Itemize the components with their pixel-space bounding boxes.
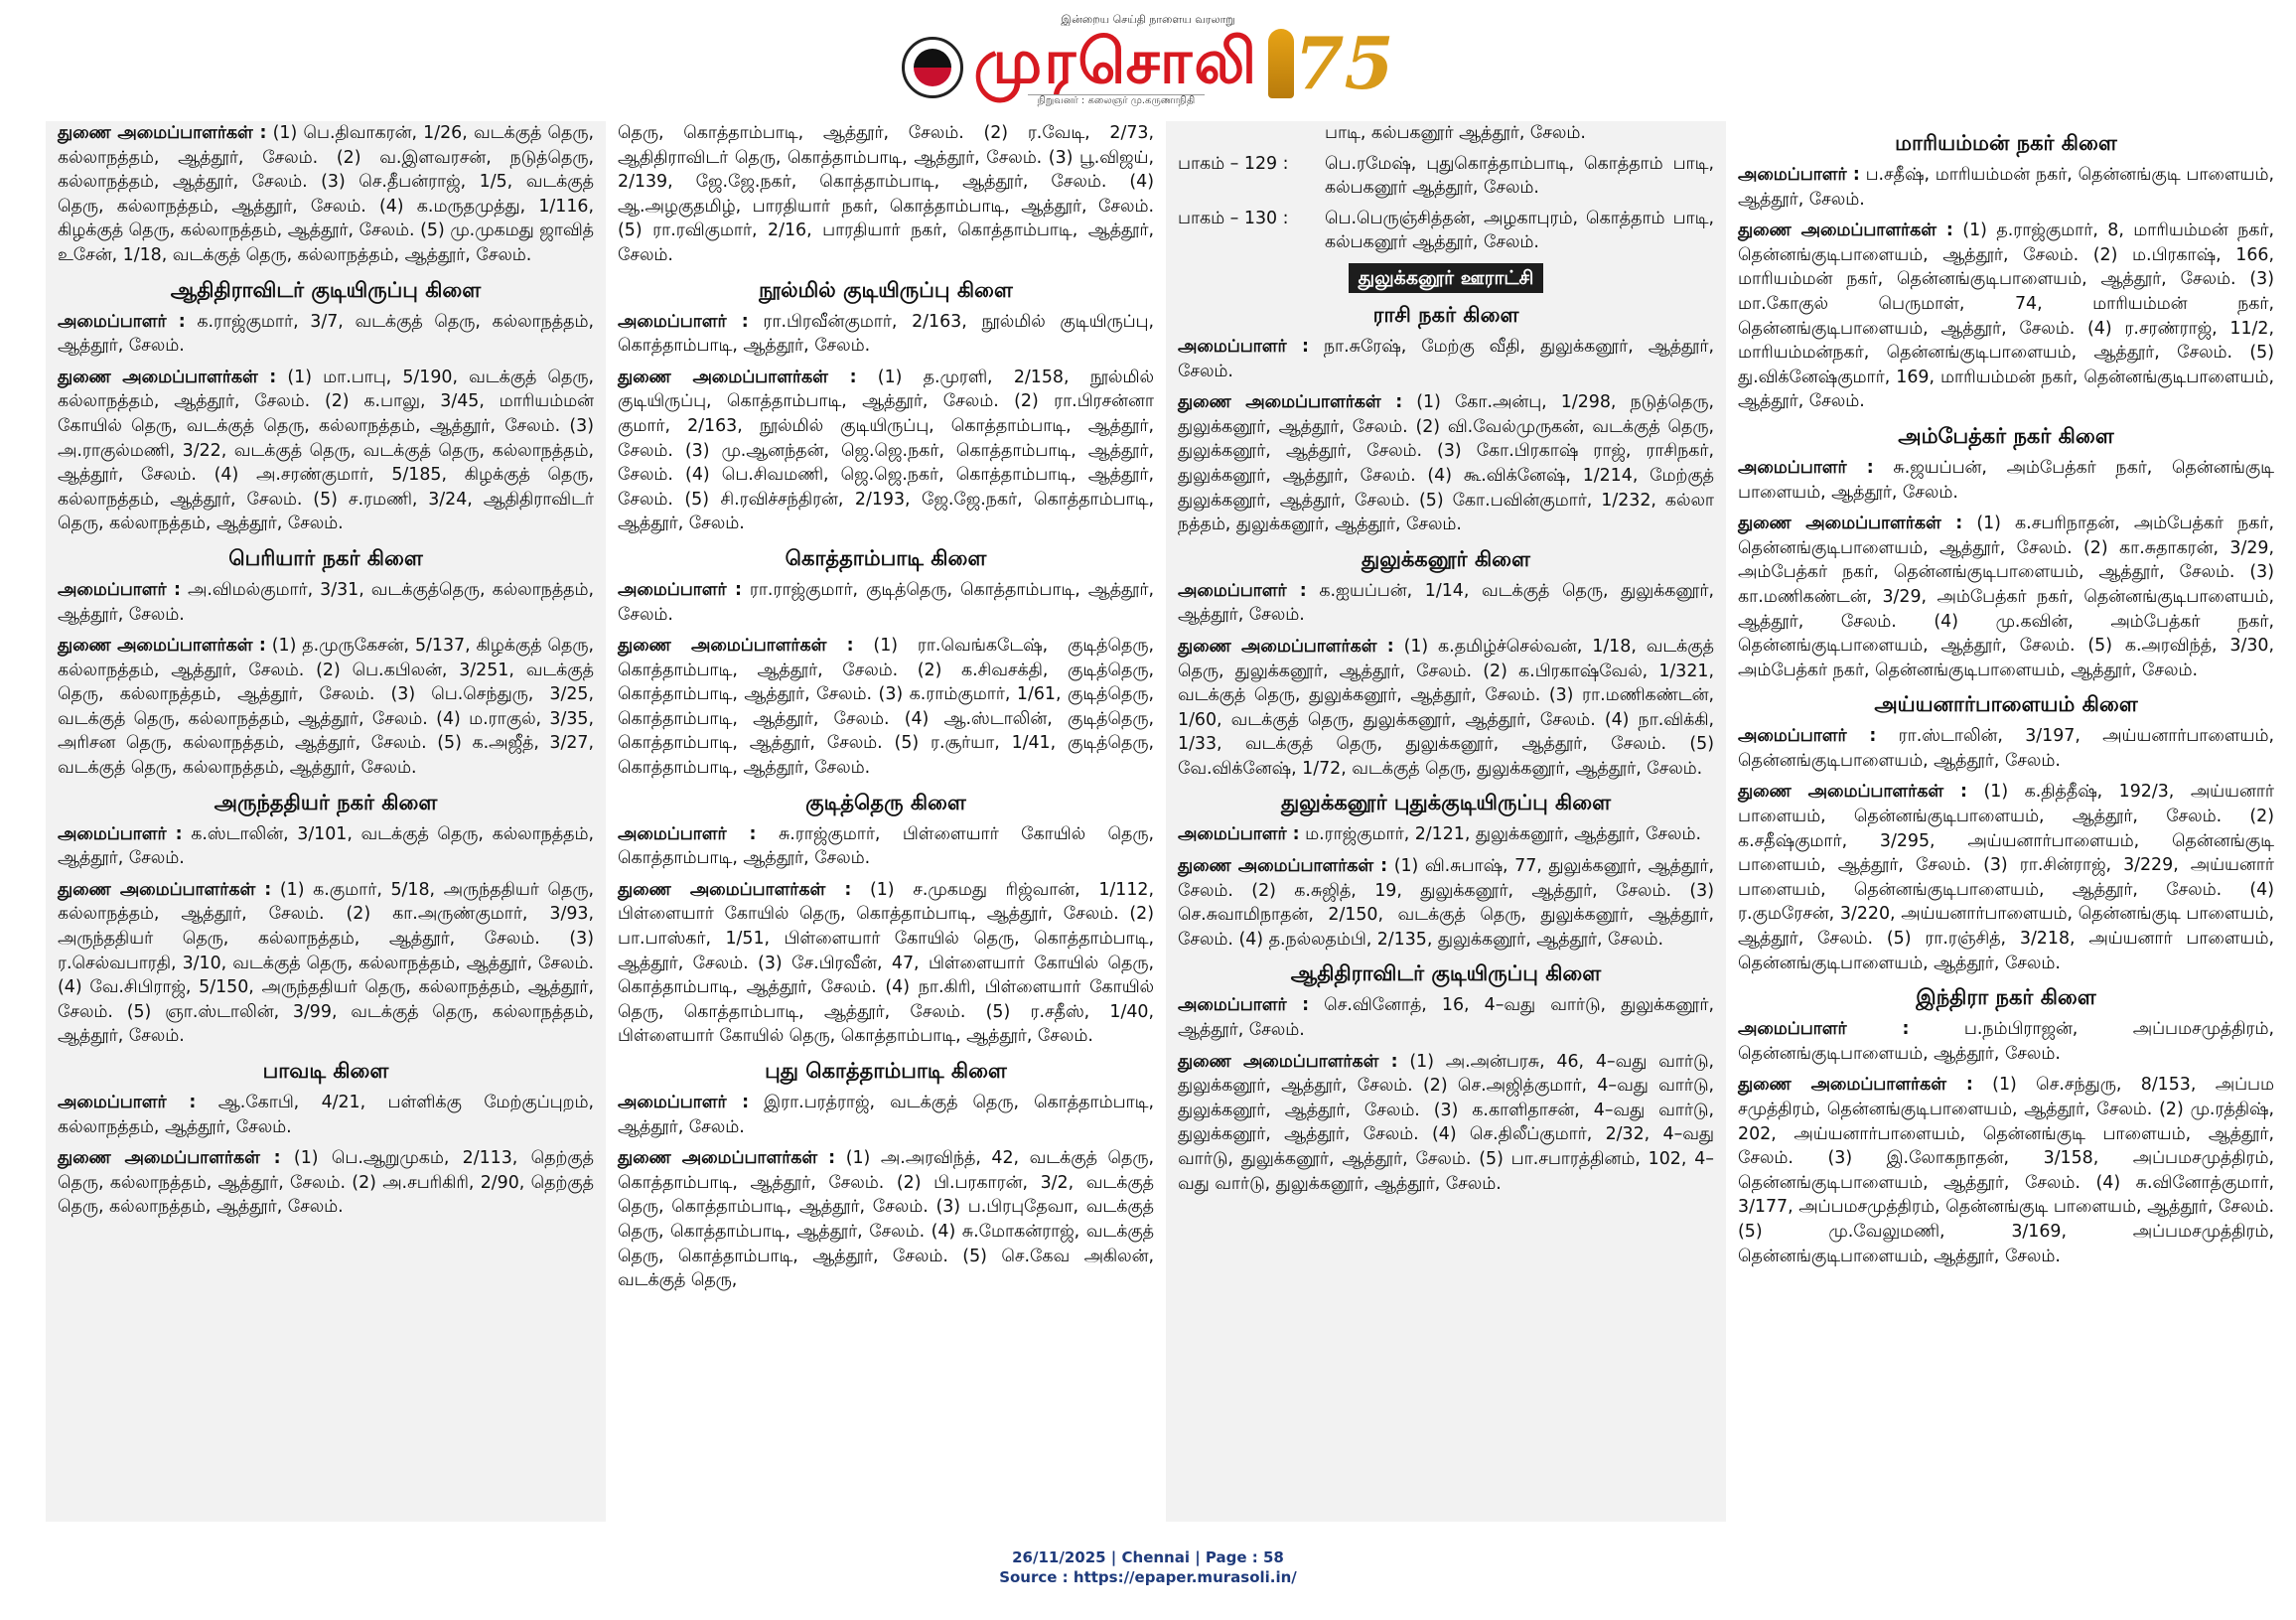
role-label: துணை அமைப்பாளர்கள் : bbox=[58, 636, 266, 657]
column-3 bbox=[1166, 121, 1726, 1522]
paragraph bbox=[58, 578, 594, 627]
branch-heading: பாவடி கிளை bbox=[262, 1059, 389, 1083]
ward-text: பாடி, கல்பகனூர் ஆத்தூர், சேலம். bbox=[1325, 123, 1586, 143]
role-label: அமைப்பாளர் : bbox=[1738, 165, 1860, 185]
branch-heading: மாரியம்மன் நகர் கிளை bbox=[1895, 131, 2117, 155]
paragraph bbox=[1738, 163, 2274, 212]
paragraph bbox=[1738, 219, 2274, 414]
paragraph-text: (1) செ.சந்துரு, 8/153, அப்பம சமுத்திரம், தென்னங்குடிபாளையம், ஆத்தூர், சேலம். (2) மு.ரத்திஷ், 202, அய்யனார்பாளையம், தென்னங்குடி பாளையம், ஆத்தூர், சேலம். (3) இ.லோகநாதன், 3/158, அப்பமசமுத்திரம், தென்னங்குடிபாளையம், ஆத்தூர், சேலம். (4) சு.வினோத்குமார், 3/177, அப்பமசமுத்திரம், தென்னங்குடி பாளையம், ஆத்தூர், சேலம். (5) மு.வேலுமணி, 3/169, அப்பமசமுத்திரம், தென்னங்குடிபாளையம், ஆத்தூர், சேலம். bbox=[1738, 1075, 2274, 1266]
paragraph bbox=[1738, 780, 2274, 975]
paragraph-text: க.ஐயப்பன், 1/14, வடக்குத் தெரு, துலுக்கனூர், ஆத்தூர், சேலம். bbox=[1178, 580, 1714, 626]
paragraph bbox=[618, 1091, 1154, 1139]
ward-entry bbox=[1178, 121, 1714, 146]
role-label: அமைப்பாளர் : bbox=[1738, 1019, 1910, 1040]
paragraph-text: (1) ச.முகமது ரிஜ்வான், 1/112, பிள்ளையார் கோயில் தெரு, கொத்தாம்பாடி, ஆத்தூர், சேலம். (2) பா.பாஸ்கர், 1/51, பிள்ளையார் கோயில் தெரு, கொத்தாம்பாடி, ஆத்தூர், சேலம். (3) சே.பிரவீன், 47, பிள்ளையார் கோயில் தெரு, கொத்தாம்பாடி, ஆத்தூர், சேலம். (4) நா.கிரி, பிள்ளையார் கோயில் தெரு, கொத்தாம்பாடி, ஆத்தூர், சேலம். (5) ர.சதீஸ், 1/40, பிள்ளையார் கோயில் தெரு, கொத்தாம்பாடி, ஆத்தூர், சேலம். bbox=[618, 879, 1154, 1047]
role-label: துணை அமைப்பாளர்கள் : bbox=[1738, 221, 1953, 241]
anniversary-badge bbox=[1268, 21, 1394, 105]
paragraph bbox=[1738, 456, 2274, 505]
ward-label: பாகம் – 129 : bbox=[1178, 153, 1289, 174]
paragraph-text: செ.வினோத், 16, 4–வது வார்டு, துலுக்கனூர், ஆத்தூர், சேலம். bbox=[1178, 995, 1714, 1041]
paragraph-text: சு.ராஜ்குமார், பிள்ளையார் கோயில் தெரு, கொத்தாம்பாடி, ஆத்தூர், சேலம். bbox=[618, 823, 1154, 869]
paragraph-text: க.ஸ்டாலின், 3/101, வடக்குத் தெரு, கல்லாநத்தம், ஆத்தூர், சேலம். bbox=[58, 823, 594, 869]
role-label: அமைப்பாளர் : bbox=[1178, 824, 1300, 845]
paragraph-text: (1) க.தமிழ்ச்செல்வன், 1/18, வடக்குத் தெரு, துலுக்கனூர், ஆத்தூர், சேலம். (2) க.பிரகாஷ்வேல், 1/321, வடக்குத் தெரு, துலுக்கனூர், ஆத்தூர், சேலம். (3) ரா.மணிகண்டன், 1/60, வடக்குத் தெரு, துலுக்கனூர், ஆத்தூர், சேலம். (4) நா.விக்கி, 1/33, வடக்குத் தெரு, துலுக்கனூர், ஆத்தூர், சேலம். (5) வே.விக்னேஷ், 1/72, வடக்குத் தெரு, துலுக்கனூர், ஆத்தூர், சேலம். bbox=[1178, 636, 1714, 779]
branch-heading: குடித்தெரு கிளை bbox=[805, 790, 966, 814]
column-2 bbox=[606, 121, 1166, 1522]
paragraph bbox=[1178, 635, 1714, 782]
paragraph bbox=[618, 366, 1154, 536]
paragraph bbox=[1178, 993, 1714, 1042]
paragraph-text: (1) ரா.வெங்கடேஷ், குடித்தெரு, கொத்தாம்பாடி, ஆத்தூர், சேலம். (2) க.சிவசக்தி, குடித்தெரு, கொத்தாம்பாடி, ஆத்தூர், சேலம். (3) க.ராம்குமார், 1/61, குடித்தெரு, கொத்தாம்பாடி, ஆத்தூர், சேலம். (4) ஆ.ஸ்டாலின், குடித்தெரு, கொத்தாம்பாடி, ஆத்தூர், சேலம். (5) ர.சூர்யா, 1/41, குடித்தெரு, கொத்தாம்பாடி, ஆத்தூர், சேலம். bbox=[618, 636, 1155, 779]
role-label: துணை அமைப்பாளர்கள் : bbox=[58, 123, 267, 143]
role-label: துணை அமைப்பாளர்கள் : bbox=[1178, 636, 1394, 657]
paragraph-text: ஆ.கோபி, 4/21, பள்ளிக்கு மேற்குப்புறம், கல்லாநத்தம், ஆத்தூர், சேலம். bbox=[58, 1093, 594, 1137]
paragraph-text: தெரு, கொத்தாம்பாடி, ஆத்தூர், சேலம். (2) ர.வேடி, 2/73, ஆதிதிராவிடர் தெரு, கொத்தாம்பாடி, ஆத்தூர், சேலம். (3) பூ.விஜய், 2/139, ஜே.ஜே.நகர், கொத்தாம்பாடி, ஆத்தூர், சேலம். (4) ஆ.அழகுதமிழ், பாரதியார் நகர், கொத்தாம்பாடி, ஆத்தூர், சேலம். (5) ரா.ரவிகுமார், 2/16, பாரதியார் நகர், கொத்தாம்பாடி, ஆத்தூர், சேலம். bbox=[618, 123, 1154, 265]
paragraph bbox=[1738, 512, 2274, 682]
paragraph-text: (1) கோ.அன்பு, 1/298, நடுத்தெரு, துலுக்கனூர், ஆத்தூர், சேலம். (2) வி.வேல்முருகன், வடக்குத் தெரு, துலுக்கனூர், ஆத்தூர், சேலம். (3) கோ.பிரகாஷ் ராஜ், ராசிநகர், துலுக்கனூர், ஆத்தூர், சேலம். (4) கூ.விக்னேஷ், 1/214, மேற்குத் துலுக்கனூர், ஆத்தூர், சேலம். (5) கோ.பவின்குமார், 1/232, கல்லா நத்தம், துலுக்கனூர், ஆத்தூர், சேலம். bbox=[1178, 392, 1715, 535]
leader-figure-icon bbox=[1268, 29, 1294, 98]
paragraph bbox=[58, 878, 594, 1049]
paragraph-text: (1) அ.அன்பரசு, 46, 4–வது வார்டு, துலுக்கனூர், ஆத்தூர், சேலம். (2) செ.அஜித்குமார், 4–வது வார்டு, துலுக்கனூர், ஆத்தூர், சேலம். (3) க.காளிதாசன், 4–வது வார்டு, துலுக்கனூர், ஆத்தூர், சேலம். (4) செ.திலீப்குமார், 2/32, 4–வது வார்டு, துலுக்கனூர், ஆத்தூர், சேலம். (5) பா.சபாரத்தினம், 102, 4–வது வார்டு, துலுக்கனூர், ஆத்தூர், சேலம். bbox=[1178, 1051, 1715, 1194]
role-label: அமைப்பாளர் : bbox=[1738, 457, 1874, 478]
source-link[interactable]: Source : https://epaper.murasoli.in/ bbox=[999, 1568, 1297, 1586]
role-label: அமைப்பாளர் : bbox=[618, 579, 742, 600]
masthead-tagline: இன்றைய செய்தி நாளைய வரலாறு bbox=[1061, 12, 1235, 26]
paragraph bbox=[58, 121, 594, 268]
paragraph bbox=[618, 121, 1154, 268]
role-label: துணை அமைப்பாளர்கள் : bbox=[618, 367, 857, 387]
paragraph bbox=[618, 878, 1154, 1049]
branch-heading: பெரியார் நகர் கிளை bbox=[228, 545, 423, 570]
paragraph-text: (1) வி.சுபாஷ், 77, துலுக்கனூர், ஆத்தூர், சேலம். (2) க.சுஜித், 19, துலுக்கனூர், ஆத்தூர், சேலம். (3) செ.சுவாமிநாதன், 2/150, வடக்குத் தெரு, துலுக்கனூர், ஆத்தூர், சேலம். (4) த.நல்லதம்பி, 2/135, துலுக்கனூர், ஆத்தூர், சேலம். bbox=[1178, 856, 1714, 950]
paragraph-text: (1) த.முருகேசன், 5/137, கிழக்குத் தெரு, கல்லாநத்தம், ஆத்தூர், சேலம். (2) பெ.கபிலன், 3/251, வடக்குத் தெரு, கல்லாநத்தம், ஆத்தூர், சேலம். (3) பெ.செந்துரு, 3/25, வடக்குத் தெரு, கல்லாநத்தம், ஆத்தூர், சேலம். (4) ம.ராகுல், 3/35, அரிசன தெரு, கல்லாநத்தம், ஆத்தூர், சேலம். (5) க.அஜீத், 3/27, வடக்குத் தெரு, கல்லாநத்தம், ஆத்தூர், சேலம். bbox=[58, 636, 595, 779]
ward-text: பெ.பெருஞ்சித்தன், அழகாபுரம், கொத்தாம் பாடி, கல்பகனூர் ஆத்தூர், சேலம். bbox=[1325, 208, 1714, 253]
paragraph-text: (1) த.முரளி, 2/158, நூல்மில் குடியிருப்பு, கொத்தாம்பாடி, ஆத்தூர், சேலம். (2) ரா.பிரசன்னா குமார், 2/163, நூல்மில் குடியிருப்பு, கொத்தாம்பாடி, ஆத்தூர், சேலம். (3) மு.ஆனந்தன், ஜெ.ஜெ.நகர், கொத்தாம்பாடி, ஆத்தூர், சேலம். (4) பெ.சிவமணி, ஜெ.ஜெ.நகர், கொத்தாம்பாடி, ஆத்தூர், சேலம். (5) சி.ரவிச்சந்திரன், 2/193, ஜே.ஜே.நகர், கொத்தாம்பாடி, ஆத்தூர், சேலம். bbox=[618, 367, 1154, 534]
role-label: அமைப்பாளர் : bbox=[618, 1093, 750, 1112]
paragraph-text: ம.ராஜ்குமார், 2/121, துலுக்கனூர், ஆத்தூர், சேலம். bbox=[1299, 824, 1701, 845]
role-label: அமைப்பாளர் : bbox=[1738, 726, 1877, 747]
paragraph bbox=[618, 1146, 1154, 1293]
branch-heading: ராசி நகர் கிளை bbox=[1372, 302, 1519, 327]
branch-heading: ஆதிதிராவிடர் குடியிருப்பு கிளை bbox=[170, 277, 482, 302]
ward-label: பாகம் – 130 : bbox=[1178, 208, 1289, 228]
branch-heading: அய்யனார்பாளையம் கிளை bbox=[1874, 692, 2138, 717]
role-label: துணை அமைப்பாளர்கள் : bbox=[58, 879, 272, 900]
column-1 bbox=[46, 121, 606, 1522]
paragraph-text: (1) க.தித்தீஷ், 192/3, அய்யனார் பாளையம், தென்னங்குடிபாளையம், ஆத்தூர், சேலம். (2) க.சதீஷ்குமார், 3/295, அய்யனார்பாளையம், தென்னங்குடி பாளையம், ஆத்தூர், சேலம். (3) ரா.சின்ராஜ், 3/229, அய்யனார் பாளையம், தென்னங்குடிபாளையம், ஆத்தூர், சேலம். (4) ர.குமரேசன், 3/220, அய்யனார்பாளையம், தென்னங்குடி பாளையம், ஆத்தூர், சேலம். (5) ரா.ரஞ்சித், 3/218, அய்யனார் பாளையம், தென்னங்குடிபாளையம், ஆத்தூர், சேலம். bbox=[1738, 782, 2275, 973]
branch-heading: கொத்தாம்பாடி கிளை bbox=[785, 545, 987, 570]
page-footer bbox=[0, 1547, 2296, 1587]
panchayat-heading: துலுக்கனூர் ஊராட்சி bbox=[1349, 263, 1544, 293]
paragraph-text: ரா.பிரவீன்குமார், 2/163, நூல்மில் குடியிருப்பு, கொத்தாம்பாடி, ஆத்தூர், சேலம். bbox=[618, 311, 1154, 357]
paragraph bbox=[58, 366, 594, 536]
paragraph bbox=[618, 822, 1154, 871]
branch-heading: நூல்மில் குடியிருப்பு கிளை bbox=[759, 277, 1013, 302]
newspaper-title: முரசொலி bbox=[973, 24, 1259, 97]
paragraph bbox=[58, 310, 594, 359]
paragraph bbox=[1178, 822, 1714, 847]
paragraph bbox=[618, 578, 1154, 627]
paragraph bbox=[618, 310, 1154, 359]
role-label: துணை அமைப்பாளர்கள் : bbox=[618, 636, 854, 657]
branch-heading: இந்திரா நகர் கிளை bbox=[1916, 985, 2096, 1010]
paragraph bbox=[1738, 724, 2274, 773]
paragraph-text: (1) த.ராஜ்குமார், 8, மாரியம்மன் நகர், தென்னங்குடிபாளையம், ஆத்தூர், சேலம். (2) ம.பிரகாஷ், 166, மாரியம்மன் நகர், தென்னங்குடிபாளையம், ஆத்தூர், சேலம். (3) மா.கோகுல் பெருமாள், 74, மாரியம்மன் நகர், தென்னங்குடிபாளையம், ஆத்தூர், சேலம். (4) ர.சரண்ராஜ், 11/2, மாரியம்மன்நகர், தென்னங்குடிபாளையம், ஆத்தூர், சேலம். (5) து.விக்னேஷ்குமார், 169, மாரியம்மன் நகர், தென்னங்குடிபாளையம், ஆத்தூர், சேலம். bbox=[1738, 221, 2274, 412]
paragraph bbox=[618, 634, 1154, 781]
role-label: துணை அமைப்பாளர்கள் : bbox=[618, 1148, 836, 1169]
paragraph bbox=[58, 1091, 594, 1139]
role-label: அமைப்பாளர் : bbox=[58, 1093, 197, 1112]
branch-heading: ஆதிதிராவிடர் குடியிருப்பு கிளை bbox=[1290, 961, 1602, 986]
branch-heading: அருந்ததியர் நகர் கிளை bbox=[214, 790, 438, 814]
paragraph-text: (1) பெ.ஆறுமுகம், 2/113, தெற்குத் தெரு, கல்லாநத்தம், ஆத்தூர், சேலம். (2) அ.சபரிகிரி, 2/90, தெற்குத் தெரு, கல்லாநத்தம், ஆத்தூர், சேலம். bbox=[58, 1148, 594, 1218]
paragraph bbox=[1178, 335, 1714, 383]
role-label: அமைப்பாளர் : bbox=[58, 311, 186, 332]
role-label: துணை அமைப்பாளர்கள் : bbox=[58, 1148, 281, 1169]
paragraph bbox=[1178, 1050, 1714, 1197]
paragraph-text: (1) க.குமார், 5/18, அருந்ததியர் தெரு, கல்லாநத்தம், ஆத்தூர், சேலம். (2) கா.அருண்குமார், 3/93, அருந்ததியர் தெரு, கல்லாநத்தம், ஆத்தூர், சேலம். (3) ர.செல்வபாரதி, 3/10, வடக்குத் தெரு, கல்லாநத்தம், ஆத்தூர், சேலம். (4) வே.சிபிராஜ், 5/150, அருந்ததியர் தெரு, கல்லாநத்தம், ஆத்தூர், சேலம். (5) ஞா.ஸ்டாலின், 3/99, வடக்குத் தெரு, கல்லாநத்தம், ஆத்தூர், சேலம். bbox=[58, 879, 594, 1047]
paragraph-text: (1) அ.அரவிந்த், 42, வடக்குத் தெரு, கொத்தாம்பாடி, ஆத்தூர், சேலம். (2) பி.பரகாரன், 3/2, வடக்குத் தெரு, கொத்தாம்பாடி, ஆத்தூர், சேலம். (3) ப.பிரபுதேவா, வடக்குத் தெரு, கொத்தாம்பாடி, ஆத்தூர், சேலம். (4) சு.மோகன்ராஜ், வடக்குத் தெரு, கொத்தாம்பாடி, ஆத்தூர், சேலம். (5) செ.கேவ அகிலன், வடக்குத் தெரு, bbox=[618, 1148, 1154, 1291]
newspaper-brand bbox=[973, 24, 1259, 107]
role-label: அமைப்பாளர் : bbox=[1178, 336, 1309, 357]
ward-entry bbox=[1178, 207, 1714, 255]
role-label: அமைப்பாளர் : bbox=[58, 823, 183, 844]
paragraph-text: அ.விமல்குமார், 3/31, வடக்குத்தெரு, கல்லாநத்தம், ஆத்தூர், சேலம். bbox=[58, 579, 594, 625]
role-label: துணை அமைப்பாளர்கள் : bbox=[1178, 392, 1403, 413]
paragraph-text: ரா.ஸ்டாலின், 3/197, அய்யனார்பாளையம், தென்னங்குடிபாளையம், ஆத்தூர், சேலம். bbox=[1738, 726, 2274, 771]
anniversary-number: 75 bbox=[1294, 21, 1394, 105]
newspaper-subtitle: நிறுவனர் : கலைஞர் மு.கருணாநிதி bbox=[1028, 94, 1206, 107]
paragraph bbox=[58, 1146, 594, 1220]
paragraph bbox=[1738, 1017, 2274, 1066]
role-label: அமைப்பாளர் : bbox=[618, 311, 749, 332]
role-label: துணை அமைப்பாளர்கள் : bbox=[1178, 856, 1388, 877]
role-label: துணை அமைப்பாளர்கள் : bbox=[618, 879, 852, 900]
paragraph-text: (1) க.சபரிநாதன், அம்பேத்கர் நகர், தென்னங்குடிபாளையம், ஆத்தூர், சேலம். (2) கா.சுதாகரன், 3/29, அம்பேத்கர் நகர், தென்னங்குடிபாளையம், ஆத்தூர், சேலம். (3) கா.மணிகண்டன், 3/29, அம்பேத்கர் நகர், தென்னங்குடிபாளையம், ஆத்தூர், சேலம். (4) மு.கவின், அம்பேத்கர் நகர், தென்னங்குடிபாளையம், ஆத்தூர், சேலம். (5) க.அரவிந்த், 3/30, அம்பேத்கர் நகர், தென்னங்குடிபாளையம், ஆத்தூர், சேலம். bbox=[1738, 514, 2274, 680]
role-label: அமைப்பாளர் : bbox=[1178, 580, 1307, 601]
branch-heading: புது கொத்தாம்பாடி கிளை bbox=[765, 1059, 1007, 1083]
paragraph-text: ரா.ராஜ்குமார், குடித்தெரு, கொத்தாம்பாடி, ஆத்தூர், சேலம். bbox=[618, 579, 1154, 625]
paragraph-text: ப.சதீஷ், மாரியம்மன் நகர், தென்னங்குடி பாளையம், ஆத்தூர், சேலம். bbox=[1738, 165, 2274, 210]
branch-heading: துலுக்கனூர் கிளை bbox=[1362, 546, 1530, 571]
ward-text: பெ.ரமேஷ், புதுகொத்தாம்பாடி, கொத்தாம் பாடி, கல்பகனூர் ஆத்தூர், சேலம். bbox=[1325, 153, 1714, 199]
paragraph-text: ப.நம்பிராஜன், அப்பமசமுத்திரம், தென்னங்குடிபாளையம், ஆத்தூர், சேலம். bbox=[1738, 1019, 2274, 1064]
paragraph-text: (1) மா.பாபு, 5/190, வடக்குத் தெரு, கல்லாநத்தம், ஆத்தூர், சேலம். (2) க.பாலு, 3/45, மாரியம்மன் கோயில் தெரு, வடக்குத் தெரு, கல்லாநத்தம், ஆத்தூர், சேலம். (3) அ.ராகுல்மணி, 3/22, வடக்குத் தெரு, வடக்குத் தெரு, கல்லாநத்தம், ஆத்தூர், சேலம். (4) அ.சரண்குமார், 5/185, கிழக்குத் தெரு, கல்லாநத்தம், ஆத்தூர், சேலம். (5) ச.ரமணி, 3/24, ஆதிதிராவிடர் தெரு, கல்லாநத்தம், ஆத்தூர், சேலம். bbox=[58, 367, 594, 534]
paragraph-text: க.ராஜ்குமார், 3/7, வடக்குத் தெரு, கல்லாநத்தம், ஆத்தூர், சேலம். bbox=[58, 311, 594, 357]
masthead-logo-group bbox=[902, 11, 1393, 107]
column-4 bbox=[1726, 121, 2286, 1522]
article-columns bbox=[46, 121, 2286, 1522]
paragraph bbox=[1178, 390, 1714, 537]
role-label: அமைப்பாளர் : bbox=[1178, 995, 1310, 1016]
role-label: துணை அமைப்பாளர்கள் : bbox=[1738, 782, 1968, 803]
paragraph-text: (1) பெ.திவாகரன், 1/26, வடக்குத் தெரு, கல்லாநத்தம், ஆத்தூர், சேலம். (2) வ.இளவரசன், நடுத்தெரு, கல்லாநத்தம், ஆத்தூர், சேலம். (3) செ.தீபன்ராஜ், 1/5, வடக்குத் தெரு, கல்லாநத்தம், ஆத்தூர், சேலம். (4) க.மருதமுத்து, 1/116, கிழக்குத் தெரு, கல்லாநத்தம், ஆத்தூர், சேலம். (5) மு.முகமது ஜாவித் உசேன், 1/18, வடக்குத் தெரு, கல்லாநத்தம், ஆத்தூர், சேலம். bbox=[58, 123, 594, 265]
role-label: துணை அமைப்பாளர்கள் : bbox=[1178, 1051, 1398, 1072]
masthead bbox=[0, 0, 2296, 117]
role-label: அமைப்பாளர் : bbox=[618, 823, 757, 844]
branch-heading: துலுக்கனூர் புதுக்குடியிருப்பு கிளை bbox=[1280, 791, 1612, 815]
paragraph bbox=[1178, 579, 1714, 628]
role-label: துணை அமைப்பாளர்கள் : bbox=[1738, 514, 1963, 534]
paragraph bbox=[58, 822, 594, 871]
role-label: அமைப்பாளர் : bbox=[58, 579, 182, 600]
paragraph-text: நா.சுரேஷ், மேற்கு வீதி, துலுக்கனூர், ஆத்தூர், சேலம். bbox=[1178, 336, 1714, 381]
paragraph-text: இரா.பரத்ராஜ், வடக்குத் தெரு, கொத்தாம்பாடி, ஆத்தூர், சேலம். bbox=[618, 1093, 1154, 1137]
party-emblem-icon bbox=[902, 37, 963, 98]
ward-entry bbox=[1178, 152, 1714, 201]
paragraph bbox=[58, 634, 594, 781]
branch-heading: அம்பேத்கர் நகர் கிளை bbox=[1898, 423, 2114, 448]
paragraph bbox=[1178, 854, 1714, 952]
paragraph-text: சு.ஜயப்பன், அம்பேத்கர் நகர், தென்னங்குடி பாளையம், ஆத்தூர், சேலம். bbox=[1738, 457, 2274, 503]
paragraph bbox=[1738, 1073, 2274, 1268]
edition-info: 26/11/2025 | Chennai | Page : 58 bbox=[1012, 1548, 1284, 1566]
role-label: துணை அமைப்பாளர்கள் : bbox=[58, 367, 277, 387]
role-label: துணை அமைப்பாளர்கள் : bbox=[1738, 1075, 1973, 1096]
